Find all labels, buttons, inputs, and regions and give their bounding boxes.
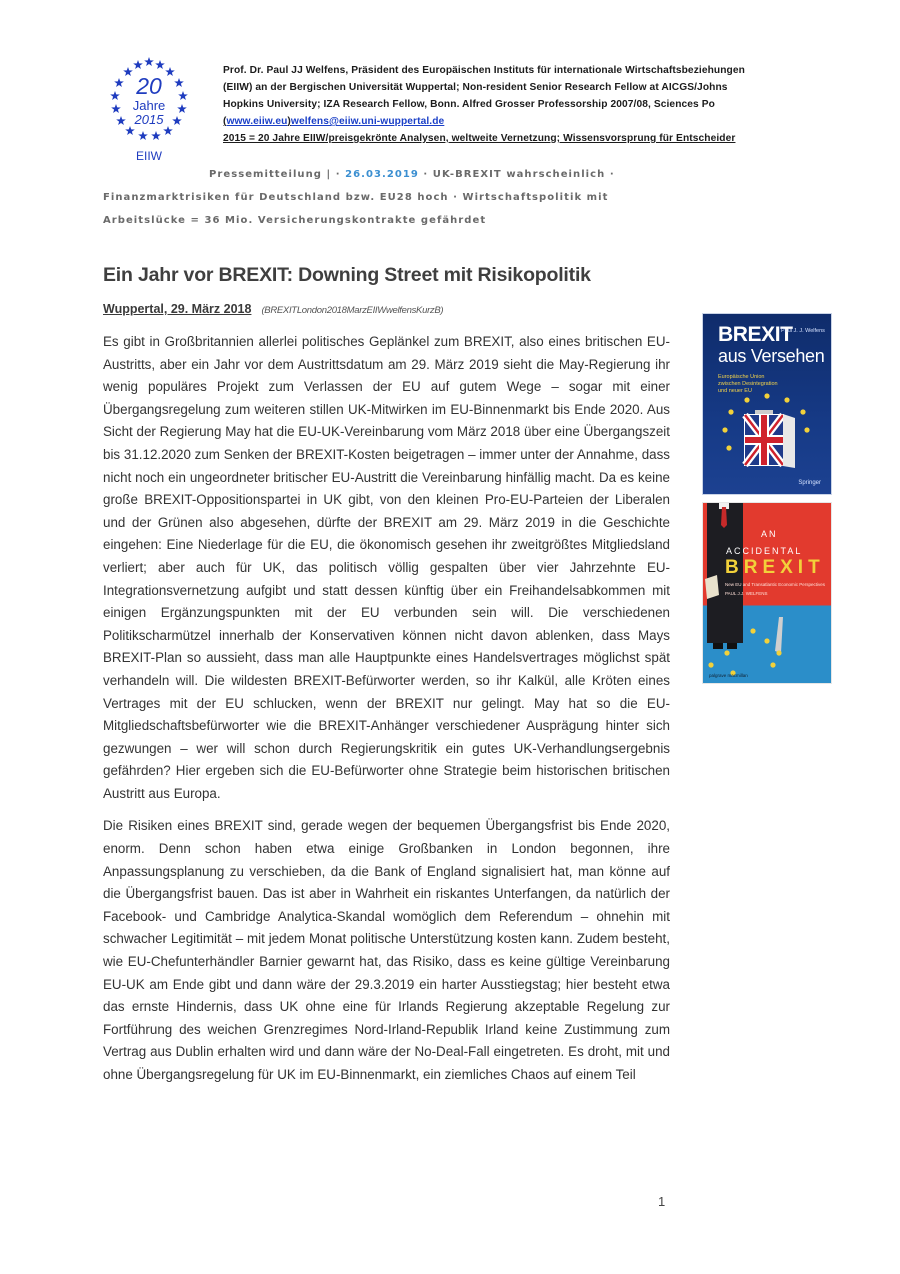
svg-text:Jahre: Jahre: [132, 98, 166, 113]
author-line-3: Hopkins University; IZA Research Fellow, Bonn. Alfred Grosser Professorship 2007/08, Sciences Po: [223, 99, 715, 110]
contact-links: (www.eiiw.eu)welfens@eiiw.uni-wuppertal.de: [223, 116, 445, 127]
press-label: Pressemitteilung | ·: [209, 169, 346, 180]
page-number: 1: [658, 1194, 666, 1209]
author-line-2: (EIIW) an der Bergischen Universität Wuppertal; Non-resident Senior Research Fellow at AICGS/Johns: [223, 82, 728, 93]
email-link[interactable]: welfens@eiiw.uni-wuppertal.de: [290, 116, 445, 127]
paragraph-2: Die Risiken eines BREXIT sind, gerade wegen der bequemen Übergangsfrist bis Ende 2020, enorm. Denn schon haben etwa einige Großbanken in London begonnen, ihre Anpassungsplanung zu verschieben, da die Bank of England signalisiert hat, man könne auf die Übergangsfrist bauen. Das ist aber in Wahrheit ein riskantes Unterfangen, da natürlich der Facebook- und Cambridge Analytica-Skandal womöglich dem Referendum – ohnehin mit schwacher Legitimität – mit jedem Monat politische Unterstützung kosten kann. Zudem besteht, wie EU-Chefunterhändler Barnier gewarnt hat, das Risiko, dass es keine gültige Vereinbarung EU-UK am Ende gibt und dann wäre der 29.3.2019 ein harter Ausstiegstag; hier besteht etwa das ernste Hindernis, dass UK ohne eine für Irlands Regierung akzeptable Regelung zur Fortführung des weichen Grenzregimes Nord-Irland-Republik Irland keine Zustimmung zum Vertrag aus Dublin erhalten wird und dann wäre der No-Deal-Fall eingetreten. Es droht, mit und ohne Übergangsregelung für UK im EU-Binnenmarkt, ein ziemliches Chaos auf einem Teil: [103, 818, 670, 1082]
press-release-line: Pressemitteilung | · 26.03.2019 · UK-BREXIT wahrscheinlich · Finanzmarktrisiken für Deutschland bzw. EU28 hoch · Wirtschaftspolitik mit Arbeitslücke = 36 Mio. Versicherungskontrakte gefährdet: [103, 163, 703, 232]
paragraph-1: Es gibt in Großbritannien allerlei politisches Geplänkel zum BREXIT, also eines britischen EU-Austritts, aber ein Jahr vor dem Austrittsdatum am 29. März 2019 sieht die May-Regierung ihr wenig populäres Projekt zum Verlassen der EU auf gutem Wege – sogar mit einer Übergangsregelung zum weiteren stillen UK-Mitwirken im EU-Binnenmarkt bis Ende 2020. Aus Sicht der Regierung May hat die EU-UK-Vereinbarung vom März 2018 über eine Übergangszeit bis 31.12.2020 zum Senken der BREXIT-Kosten beigetragen – immer unter der Annahme, dass nicht noch ein ungeordneter britischer EU-Austritt die Vereinbarung hinfällig macht. Da es keine große BREXIT-Oppositionspartei in UK gibt, von den kleinen Pro-EU-Parteien der Liberalen und der Grünen also abgesehen, dürfte der BREXIT am 29. März 2019 in die Geschichte eingehen: Eine Niederlage für die EU, die ökonomisch gesehen ihr zweitgrößtes Mitgliedsland verliert; aber auch für UK, das politisch völlig gespalten über vier Jahrzehnte EU-Integrationsvernetzung aufgibt und statt dessen künftig über ein Freihandelsabkommen mit einigen Ergänzungspunkten mit der EU verbunden sein will. Die verschiedenen Politikscharmützel innerhalb der Konservativen können nicht davon ablenken, dass Mays BREXIT-Plan so aussieht, dass man alle Hauptpunkte eines Handelsvertrages möglichst spät verhandeln will. Die wildesten BREXIT-Befürworter werden, so ihr Kalkül, alle Kröten eines Vertrages mit der EU schlucken, wenn der BREXIT nur gelingt. May hat so die EU-Mitgliedschaftsbefürworter wie die BREXIT-Anhänger verschiedener Ausprägung hinter sich gezwungen – wer will schon durch Regierungskritik ein gutes UK-Verhandlungsergebnis gefährden? Hier ergeben sich die EU-Befürworter ohne Strategie beim historischen britischen Austritt aus Europa.: [103, 334, 670, 801]
svg-text:20: 20: [136, 73, 162, 99]
reference-code: (BREXITLondon2018MarzEIIWwelfensKurzB): [261, 305, 444, 316]
book-cover-an-accidental-brexit: AN ACCIDENTAL BREXIT New EU and Transatlantic Economic Perspectives PAUL J.J. WELFENS palgrave macmillan: [703, 503, 831, 683]
press-line-2: Finanzmarktrisiken für Deutschland bzw. EU28 hoch · Wirtschaftspolitik mit: [103, 192, 609, 203]
svg-text:2015: 2015: [134, 112, 164, 127]
eu-stars-union-jack-door-icon: [717, 392, 817, 472]
tagline: 2015 = 20 Jahre EIIW/preisgekrönte Analysen, weltweite Vernetzung; Wissensvorsprung für Entscheider: [223, 133, 736, 144]
star-ring-logo-icon: [103, 56, 195, 164]
article-title: Ein Jahr vor BREXIT: Downing Street mit Risikopolitik: [103, 264, 591, 286]
place-date: Wuppertal, 29. März 2018: [103, 302, 252, 316]
press-line-3: Arbeitslücke = 36 Mio. Versicherungskontrakte gefährdet: [103, 215, 487, 226]
author-header: [223, 62, 797, 147]
svg-text:EIIW: EIIW: [136, 149, 162, 163]
dateline: [103, 302, 443, 316]
website-link[interactable]: www.eiiw.eu: [226, 116, 288, 127]
author-line-1: Prof. Dr. Paul JJ Welfens, Präsident des Europäischen Instituts für internationale Wirtschaftsbeziehungen: [223, 65, 745, 76]
book-cover-brexit-aus-versehen: BREXIT Paul J. J. Welfens aus Versehen Europäische Union zwischen Desintegration und neuer EU Springer: [703, 314, 831, 494]
eiiw-logo: [103, 56, 195, 164]
article-body: [103, 331, 670, 1097]
press-date: 26.03.2019: [345, 169, 419, 180]
